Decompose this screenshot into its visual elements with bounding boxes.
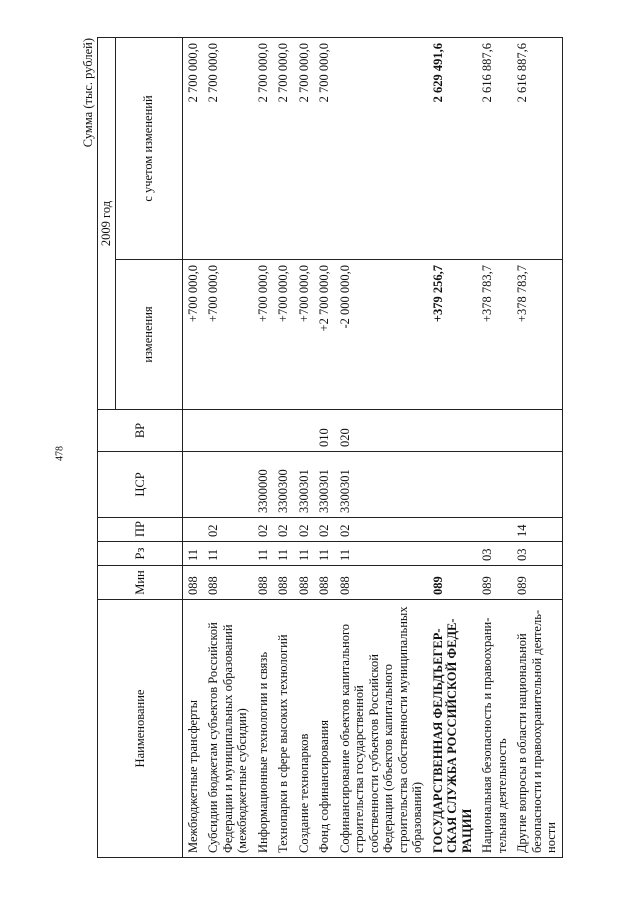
header-min: Мин xyxy=(98,566,183,600)
cell-min: 088 xyxy=(314,566,335,600)
cell-rz: 11 xyxy=(273,542,294,566)
cell-change: +700 000,0 xyxy=(294,260,315,410)
cell-csr: 3300301 xyxy=(314,452,335,518)
cell-pr: 02 xyxy=(314,518,335,542)
cell-change: +2 700 000,0 xyxy=(314,260,335,410)
table-row xyxy=(314,37,335,857)
cell-pr: 02 xyxy=(335,518,428,542)
cell-total: 2 700 000,0 xyxy=(273,37,294,259)
header-rz: Рз xyxy=(98,542,183,566)
cell-name: Межбюджетные трансферты xyxy=(182,600,203,858)
cell-total: 2 700 000,0 xyxy=(182,37,203,259)
cell-total: 2 616 887,6 xyxy=(477,37,512,259)
cell-pr xyxy=(182,518,203,542)
cell-csr xyxy=(203,452,253,518)
cell-rz: 11 xyxy=(182,542,203,566)
cell-total: 2 700 000,0 xyxy=(203,37,253,259)
cell-csr xyxy=(428,452,478,518)
cell-pr: 02 xyxy=(294,518,315,542)
cell-rz: 03 xyxy=(512,542,562,566)
cell-vr xyxy=(273,410,294,452)
cell-change: +700 000,0 xyxy=(203,260,253,410)
cell-rz: 03 xyxy=(477,542,512,566)
header-csr: ЦСР xyxy=(98,452,183,518)
cell-csr: 3300301 xyxy=(335,452,428,518)
cell-vr xyxy=(477,410,512,452)
table-row xyxy=(273,37,294,857)
cell-pr xyxy=(428,518,478,542)
cell-change: +378 783,7 xyxy=(512,260,562,410)
budget-table xyxy=(97,37,563,858)
cell-min: 089 xyxy=(428,566,478,600)
cell-rz: 11 xyxy=(203,542,253,566)
cell-min: 088 xyxy=(182,566,203,600)
cell-min: 088 xyxy=(203,566,253,600)
cell-vr xyxy=(203,410,253,452)
cell-pr xyxy=(477,518,512,542)
cell-min: 088 xyxy=(253,566,274,600)
cell-name: Фонд софинансирования xyxy=(314,600,335,858)
table-row xyxy=(294,37,315,857)
header-pr: ПР xyxy=(98,518,183,542)
cell-csr xyxy=(477,452,512,518)
cell-vr xyxy=(294,410,315,452)
cell-rz: 11 xyxy=(294,542,315,566)
cell-change: +700 000,0 xyxy=(253,260,274,410)
cell-total: 2 700 000,0 xyxy=(314,37,335,259)
table-row xyxy=(477,37,512,857)
cell-change: +379 256,7 xyxy=(428,260,478,410)
cell-name: Другие вопросы в области национальной безопасности и правоохранительной деятель-ности xyxy=(512,600,562,858)
cell-rz xyxy=(428,542,478,566)
cell-csr xyxy=(512,452,562,518)
cell-pr: 02 xyxy=(253,518,274,542)
cell-change: +378 783,7 xyxy=(477,260,512,410)
cell-name: Технопарки в сфере высоких технологий xyxy=(273,600,294,858)
cell-csr xyxy=(182,452,203,518)
cell-total: 2 700 000,0 xyxy=(294,37,315,259)
cell-min: 088 xyxy=(273,566,294,600)
table-row xyxy=(428,37,478,857)
cell-pr: 02 xyxy=(203,518,253,542)
table-row xyxy=(512,37,562,857)
cell-name: Национальная безопасность и правоохрани-тельная деятельность xyxy=(477,600,512,858)
cell-name: Субсидии бюджетам субъектов Российской Федерации и муниципальных образований (межбюджетные субсидии) xyxy=(203,600,253,858)
cell-name: ГОСУДАРСТВЕННАЯ ФЕЛЬДЪЕГЕР-СКАЯ СЛУЖБА РОССИЙСКОЙ ФЕДЕ-РАЦИИ xyxy=(428,600,478,858)
header-changes: изменения xyxy=(115,260,182,410)
cell-rz: 11 xyxy=(335,542,428,566)
cell-vr xyxy=(253,410,274,452)
cell-min: 089 xyxy=(477,566,512,600)
rotated-page-content xyxy=(81,38,587,858)
header-name: Наименование xyxy=(98,600,183,858)
cell-name: Информационные технологии и связь xyxy=(253,600,274,858)
cell-change: +700 000,0 xyxy=(273,260,294,410)
cell-change: -2 000 000,0 xyxy=(335,260,428,410)
cell-pr: 14 xyxy=(512,518,562,542)
header-with-changes: с учетом изменений xyxy=(115,37,182,259)
cell-total: 2 700 000,0 xyxy=(253,37,274,259)
units-caption: Сумма (тыс. рублей) xyxy=(81,38,95,148)
cell-min: 089 xyxy=(512,566,562,600)
cell-rz: 11 xyxy=(253,542,274,566)
table-row xyxy=(182,37,203,857)
cell-vr: 020 xyxy=(335,410,428,452)
page-number: 478 xyxy=(54,446,66,461)
cell-total xyxy=(335,37,428,259)
cell-min: 088 xyxy=(335,566,428,600)
cell-total: 2 629 491,6 xyxy=(428,37,478,259)
cell-name: Софинансирование объектов капитального строительства государственной собственности субъектов Российской Федерации (объектов капитального строительства собственности муниципальных образований) xyxy=(335,600,428,858)
cell-total: 2 616 887,6 xyxy=(512,37,562,259)
cell-vr: 010 xyxy=(314,410,335,452)
cell-csr: 3300000 xyxy=(253,452,274,518)
cell-change: +700 000,0 xyxy=(182,260,203,410)
cell-csr: 3300301 xyxy=(294,452,315,518)
table-body xyxy=(182,37,562,857)
header-year: 2009 год xyxy=(98,37,116,409)
cell-name: Создание технопарков xyxy=(294,600,315,858)
cell-vr xyxy=(428,410,478,452)
cell-min: 088 xyxy=(294,566,315,600)
cell-csr: 3300300 xyxy=(273,452,294,518)
table-row xyxy=(335,37,428,857)
table-row xyxy=(203,37,253,857)
cell-vr xyxy=(182,410,203,452)
header-vr: ВР xyxy=(98,410,183,452)
cell-pr: 02 xyxy=(273,518,294,542)
cell-vr xyxy=(512,410,562,452)
cell-rz: 11 xyxy=(314,542,335,566)
table-row xyxy=(253,37,274,857)
